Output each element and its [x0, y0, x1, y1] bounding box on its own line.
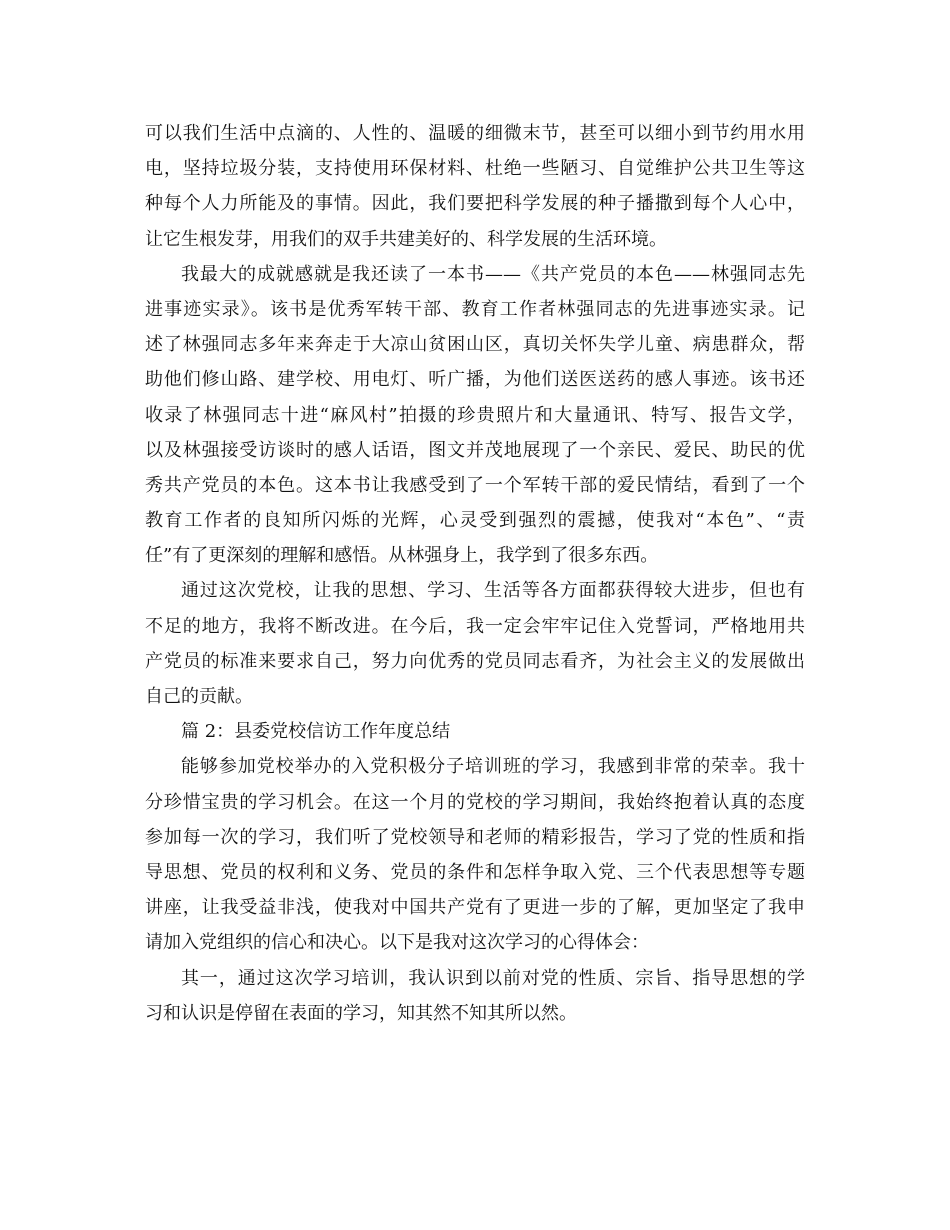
- section-title: 篇 2：县委党校信访工作年度总结: [181, 721, 451, 743]
- text-line: 分珍惜宝贵的学习机会。在这一个月的党校的学习期间，我始终抱着认真的态度: [145, 791, 805, 813]
- text-line: 请加入党组织的信心和决心。以下是我对这次学习的心得体会：: [145, 932, 649, 954]
- text-line: 述了林强同志多年来奔走于大凉山贫困山区，真切关怀失学儿童、病患群众，帮: [145, 334, 805, 356]
- text-line: 导思想、党员的权利和义务、党员的条件和怎样争取入党、三个代表思想等专题: [145, 861, 805, 883]
- paragraph: [145, 257, 805, 574]
- text-line: 种每个人力所能及的事情。因此，我们要把科学发展的种子播撒到每个人心中，: [145, 193, 805, 215]
- paragraph: [145, 116, 805, 257]
- paragraph: [145, 961, 805, 1031]
- text-line: 自己的贡献。: [145, 686, 253, 707]
- text-line: 我最大的成就感就是我还读了一本书——《共产党员的本色——林强同志先: [181, 263, 805, 285]
- text-line: 产党员的标准来要求自己，努力向优秀的党员同志看齐，为社会主义的发展做出: [145, 650, 805, 672]
- paragraph: [145, 573, 805, 714]
- text-line: 通过这次党校，让我的思想、学习、生活等各方面都获得较大进步，但也有: [181, 580, 805, 602]
- text-line: 教育工作者的良知所闪烁的光辉，心灵受到强烈的震撼，使我对“本色”、“责: [145, 510, 805, 532]
- text-line: 进事迹实录》。该书是优秀军转干部、教育工作者林强同志的先进事迹实录。记: [145, 298, 805, 320]
- text-line: 其一，通过这次学习培训，我认识到以前对党的性质、宗旨、指导思想的学: [181, 967, 805, 989]
- text-line: 收录了林强同志十进“麻风村”拍摄的珍贵照片和大量通讯、特写、报告文学，: [145, 404, 805, 426]
- text-line: 习和认识是停留在表面的学习，知其然不知其所以然。: [145, 1002, 577, 1024]
- text-line: 参加每一次的学习，我们听了党校领导和老师的精彩报告，学习了党的性质和指: [145, 826, 805, 848]
- text-line: 电，坚持垃圾分装，支持使用环保材料、杜绝一些陋习、自觉维护公共卫生等这: [145, 158, 805, 180]
- text-line: 让它生根发芽，用我们的双手共建美好的、科学发展的生活环境。: [145, 228, 667, 250]
- text-line: 能够参加党校举办的入党积极分子培训班的学习，我感到非常的荣幸。我十: [181, 756, 805, 778]
- text-line: 不足的地方，我将不断改进。在今后，我一定会牢牢记住入党誓词，严格地用共: [145, 615, 805, 637]
- text-line: 讲座，让我受益非浅，使我对中国共产党有了更进一步的了解，更加坚定了我申: [145, 897, 805, 919]
- paragraph: [145, 749, 805, 960]
- section-heading: [145, 714, 805, 749]
- text-line: 助他们修山路、建学校、用电灯、听广播，为他们送医送药的感人事迹。该书还: [145, 369, 805, 391]
- text-line: 秀共产党员的本色。这本书让我感受到了一个军转干部的爱民情结，看到了一个: [145, 474, 805, 496]
- document-body: [145, 116, 805, 1031]
- text-line: 可以我们生活中点滴的、人性的、温暖的细微末节，甚至可以细小到节约用水用: [145, 123, 805, 144]
- text-line: 任”有了更深刻的理解和感悟。从林强身上，我学到了很多东西。: [145, 545, 659, 567]
- text-line: 以及林强接受访谈时的感人话语，图文并茂地展现了一个亲民、爱民、助民的优: [145, 439, 805, 461]
